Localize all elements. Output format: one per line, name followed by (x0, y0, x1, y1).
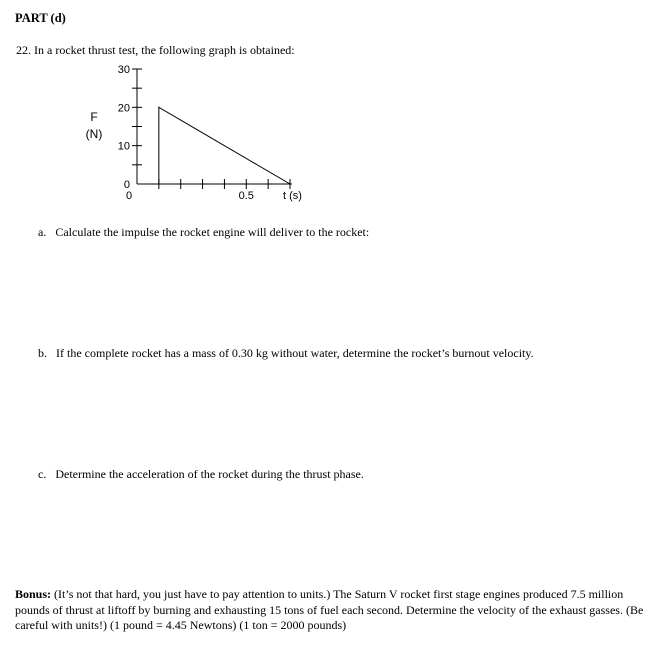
question-b (38, 346, 534, 361)
bonus-question (15, 587, 650, 634)
question-a-letter: a. (38, 225, 47, 239)
data-point (158, 107, 159, 108)
x-tick-label: 0 (125, 190, 133, 202)
problem-text: In a rocket thrust test, the following graph is obtained: (34, 43, 295, 57)
x-axis-label: t (s) (283, 190, 302, 202)
bonus-text: (It’s not that hard, you just have to pay attention to units.) The Saturn V rocket first stage engines produced 7.5 million pounds of thrust at liftoff by burning and exhausting 15 tons of fuel each second. Determine the velocity of the exhaust gasses. (Be careful with units!) (1 pound = 4.45 Newtons) (1 ton = 2000 pounds) (15, 587, 644, 632)
question-b-letter: b. (38, 346, 47, 360)
y-axis-label-unit: (N) (85, 127, 103, 141)
problem-statement (16, 43, 295, 58)
thrust-series (158, 107, 290, 185)
y-axis-label-symbol: F (90, 110, 98, 124)
question-b-text: If the complete rocket has a mass of 0.30 kg without water, determine the rocket’s burnout velocity. (56, 346, 534, 360)
question-c-letter: c. (38, 467, 47, 481)
x-tick-label: 0.5 (238, 190, 254, 202)
data-point (289, 183, 290, 184)
axes (137, 69, 292, 184)
part-heading: PART (d) (15, 11, 66, 25)
y-tick-label: 20 (117, 102, 130, 115)
question-c (38, 467, 364, 482)
problem-number: 22. (16, 43, 31, 57)
y-tick-label: 10 (117, 140, 130, 153)
question-a (38, 225, 369, 240)
question-c-text: Determine the acceleration of the rocket during the thrust phase. (55, 467, 364, 481)
tick-marks (132, 69, 290, 189)
thrust-line (159, 107, 290, 184)
y-tick-label: 30 (117, 64, 130, 76)
thrust-time-graph (70, 58, 330, 208)
tick-labels (118, 64, 254, 202)
bonus-label: Bonus: (15, 587, 52, 601)
y-tick-label: 0 (123, 179, 130, 191)
data-point (158, 183, 159, 184)
question-a-text: Calculate the impulse the rocket engine will deliver to the rocket: (55, 225, 370, 239)
